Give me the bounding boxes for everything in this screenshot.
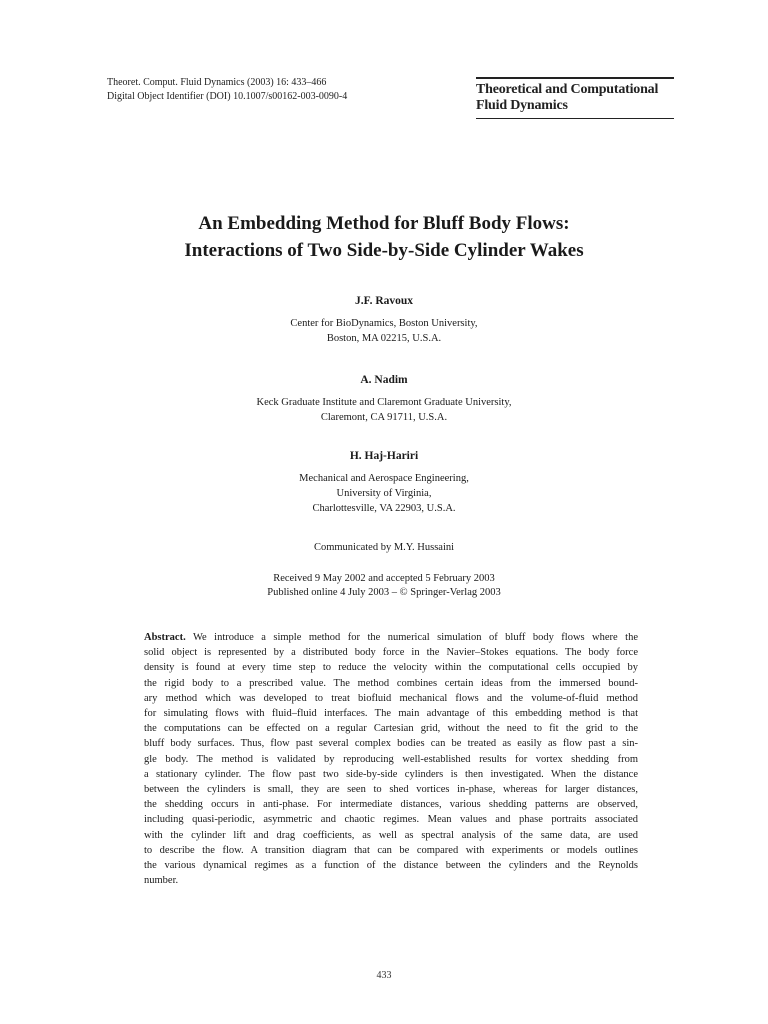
abstract-line: to describe the flow. A transition diagram that can be compared with experiments or models outlines	[144, 844, 638, 856]
published-date: Published online 4 July 2003 – © Springer-Verlag 2003	[267, 587, 501, 598]
author-name: J.F. Ravoux	[354, 295, 414, 307]
author-affiliation	[0, 471, 768, 516]
paper-title	[0, 210, 768, 264]
abstract-line: the rigid body to a prescribed value. The method combines certain ideas from the immersed bound-	[144, 677, 638, 689]
title-line2: Interactions of Two Side-by-Side Cylinder Wakes	[184, 240, 584, 261]
citation-header	[107, 76, 347, 104]
abstract-line: solid object is represented by a distributed body force in the Navier–Stokes equations. The body force	[144, 647, 638, 659]
affiliation-line: Center for BioDynamics, Boston University,	[290, 318, 478, 329]
journal-name-box	[476, 77, 674, 119]
author-name: A. Nadim	[360, 374, 408, 386]
abstract-line: between the cylinders is small, they are seen to shed vortices in-phase, whereas for larger distances,	[144, 784, 638, 796]
communicated-by: Communicated by M.Y. Hussaini	[313, 542, 455, 553]
abstract-label: Abstract.	[144, 632, 186, 643]
abstract-line: gle body. The method is validated by reproducing well-established results for vortex shedding from	[144, 753, 638, 765]
doi-line: Digital Object Identifier (DOI) 10.1007/s00162-003-0090-4	[107, 91, 348, 102]
abstract-line: including quasi-periodic, asymmetric and chaotic regimes. Mean values and phase portraits associated	[144, 814, 638, 826]
author-affiliation	[0, 395, 768, 425]
title-line1: An Embedding Method for Bluff Body Flows:	[198, 213, 570, 234]
author-block-1	[0, 293, 768, 346]
received-date: Received 9 May 2002 and accepted 5 February 2003	[273, 573, 495, 584]
affiliation-line: Claremont, CA 91711, U.S.A.	[320, 412, 448, 423]
journal-name-line2: Fluid Dynamics	[476, 98, 568, 113]
abstract-line: density is found at every time step to reduce the velocity within the computational cells occupied by	[144, 662, 638, 674]
abstract-line: the various dynamical regimes as a function of the distance between the cylinders and the Reynolds	[144, 860, 638, 872]
abstract-line-last: number.	[144, 875, 179, 887]
abstract-line: the computations can be effected on a regular Cartesian grid, without the need to fit the grid to the	[144, 723, 638, 735]
author-name: H. Haj-Hariri	[349, 450, 419, 462]
abstract-line: with the cylinder lift and drag coefficients, as well as spectral analysis of the same data, are used	[144, 829, 638, 841]
journal-name-line1: Theoretical and Computational	[476, 82, 659, 97]
abstract-line: a stationary cylinder. The flow past two side-by-side cylinders is then investigated. When the distance	[144, 768, 638, 780]
abstract	[144, 630, 638, 888]
affiliation-line: Mechanical and Aerospace Engineering,	[299, 473, 469, 484]
abstract-line: the shedding occurs in anti-phase. For intermediate distances, various shedding patterns are observed,	[144, 799, 638, 811]
abstract-line: bluff body surfaces. Thus, flow past several complex bodies can be treated as easily as flow past a sin-	[144, 738, 638, 750]
abstract-text: We introduce a simple method for the numerical simulation of bluff body flows where the	[185, 632, 638, 643]
author-block-3	[0, 448, 768, 516]
citation-line: Theoret. Comput. Fluid Dynamics (2003) 16: 433–466	[107, 77, 327, 88]
affiliation-line: Boston, MA 02215, U.S.A.	[326, 333, 442, 344]
abstract-line: ary method which was developed to treat biofluid mechanical flows and the volume-of-fluid method	[144, 692, 638, 704]
author-block-2	[0, 372, 768, 425]
page-number: 433	[376, 970, 392, 981]
author-affiliation	[0, 316, 768, 346]
abstract-line-first	[144, 630, 638, 645]
abstract-line: for simulating flows with fluid–fluid interfaces. The main advantage of this embedding method is that	[144, 708, 638, 720]
affiliation-line: University of Virginia,	[336, 488, 432, 499]
affiliation-line: Charlottesville, VA 22903, U.S.A.	[312, 503, 456, 514]
affiliation-line: Keck Graduate Institute and Claremont Graduate University,	[256, 397, 512, 408]
